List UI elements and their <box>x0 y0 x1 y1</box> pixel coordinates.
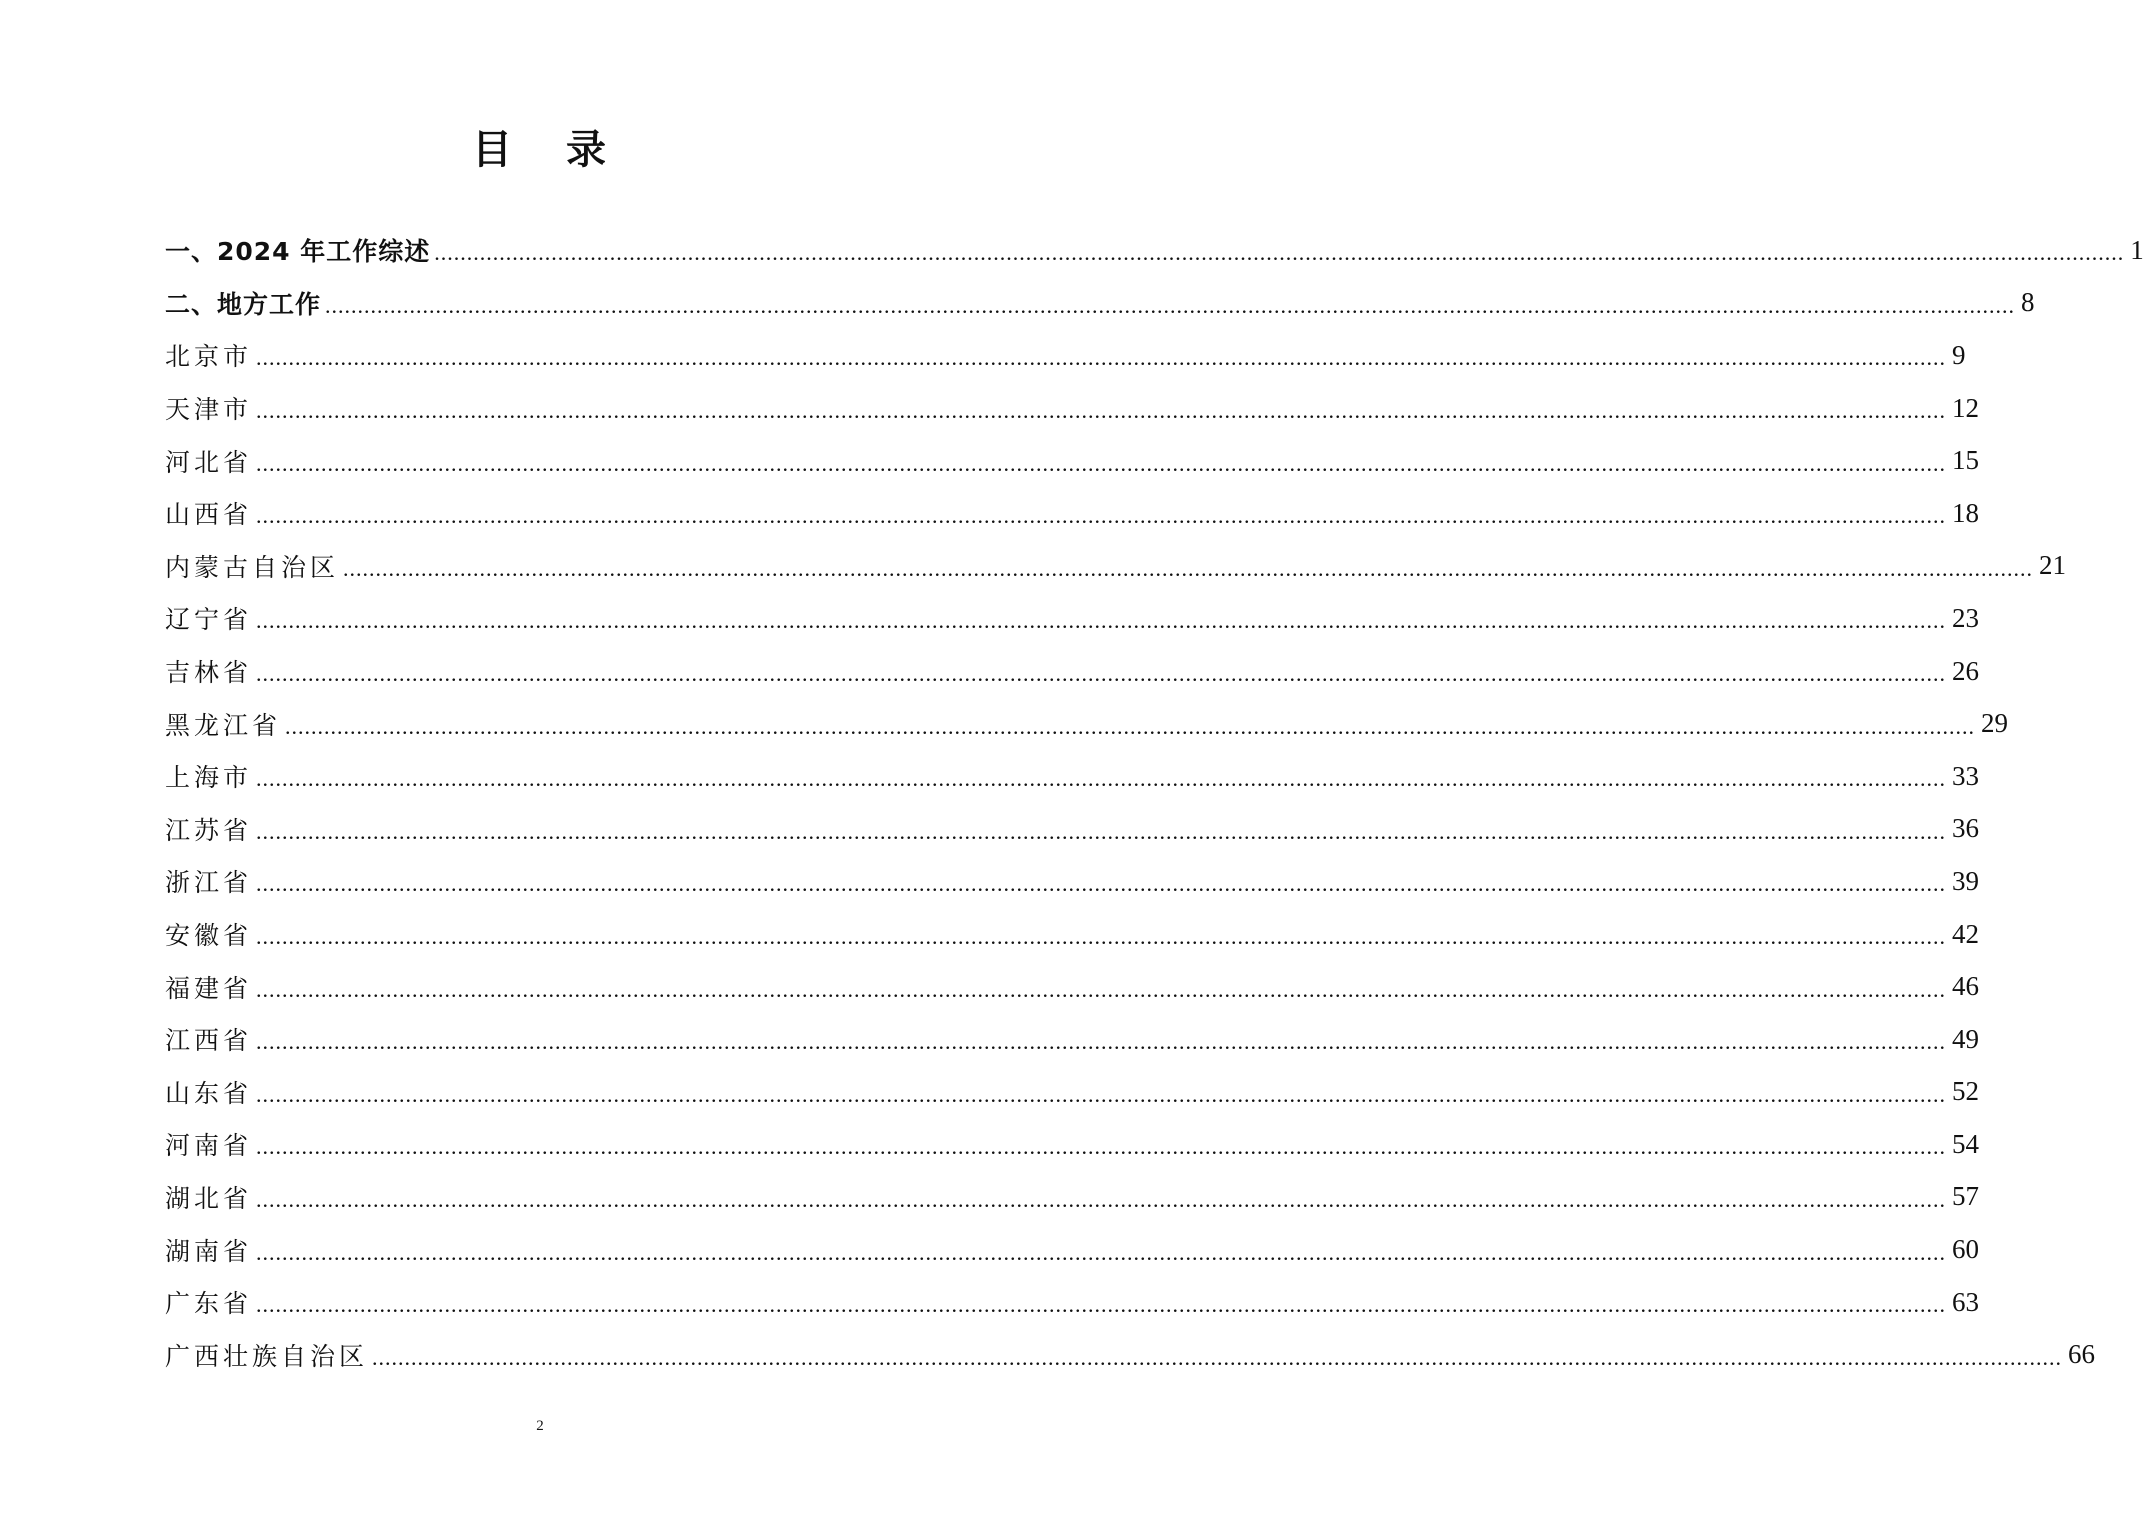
toc-dot-leader: .................................................................................................................................................................................................................................................................... <box>256 608 1947 634</box>
toc-entry[interactable] <box>165 224 2144 277</box>
toc-entry-page: 39 <box>1952 865 1980 896</box>
toc-entry-label: 一、2024 年工作综述 <box>165 237 431 267</box>
table-of-contents <box>165 224 2144 1381</box>
toc-entry[interactable] <box>165 750 1980 803</box>
toc-entry-label: 河南省 <box>165 1131 253 1161</box>
toc-dot-leader: .................................................................................................................................................................................................................................................................... <box>285 713 1976 739</box>
toc-entry[interactable] <box>165 645 1980 698</box>
toc-entry-page: 60 <box>1952 1234 1980 1265</box>
toc-entry[interactable] <box>165 382 1980 435</box>
toc-dot-leader: .................................................................................................................................................................................................................................................................... <box>256 1029 1947 1055</box>
toc-dot-leader: .................................................................................................................................................................................................................................................................... <box>256 1186 1947 1212</box>
toc-dot-leader: .................................................................................................................................................................................................................................................................... <box>256 976 1947 1002</box>
toc-entry-label: 山东省 <box>165 1078 253 1108</box>
toc-entry-page: 46 <box>1952 971 1980 1002</box>
toc-dot-leader: .................................................................................................................................................................................................................................................................... <box>256 924 1947 950</box>
page-title-part1: 目 <box>472 127 514 173</box>
toc-entry[interactable] <box>165 1066 1980 1119</box>
toc-dot-leader: .................................................................................................................................................................................................................................................................... <box>372 1344 2063 1370</box>
toc-entry[interactable] <box>165 1328 2096 1381</box>
toc-entry[interactable] <box>165 434 1980 487</box>
toc-dot-leader: .................................................................................................................................................................................................................................................................... <box>256 450 1947 476</box>
toc-entry[interactable] <box>165 487 1980 540</box>
toc-entry-page: 33 <box>1952 760 1980 791</box>
page-number: 2 <box>536 1418 544 1434</box>
toc-entry-label: 广东省 <box>165 1289 253 1319</box>
toc-entry-label: 江西省 <box>165 1026 253 1056</box>
toc-entry-page: 26 <box>1952 655 1980 686</box>
toc-entry[interactable] <box>165 540 2067 593</box>
toc-entry-label: 山西省 <box>165 500 253 530</box>
toc-entry[interactable] <box>165 592 1980 645</box>
toc-entry-label: 江苏省 <box>165 815 253 845</box>
toc-dot-leader: .................................................................................................................................................................................................................................................................... <box>256 503 1947 529</box>
toc-entry[interactable] <box>165 1013 1980 1066</box>
toc-entry-page: 57 <box>1952 1181 1980 1212</box>
toc-entry-label: 天津市 <box>165 395 253 425</box>
toc-entry[interactable] <box>165 1171 1980 1224</box>
toc-entry-label: 上海市 <box>165 763 253 793</box>
toc-dot-leader: .................................................................................................................................................................................................................................................................... <box>343 555 2034 581</box>
toc-dot-leader: .................................................................................................................................................................................................................................................................... <box>256 1081 1947 1107</box>
toc-entry-page: 8 <box>2021 287 2035 318</box>
toc-entry-label: 黑龙江省 <box>165 710 282 740</box>
toc-entry-label: 河北省 <box>165 447 253 477</box>
toc-dot-leader: .................................................................................................................................................................................................................................................................... <box>256 398 1947 424</box>
toc-entry-page: 42 <box>1952 918 1980 949</box>
toc-entry[interactable] <box>165 329 1966 382</box>
toc-entry-label: 辽宁省 <box>165 605 253 635</box>
toc-entry-label: 湖北省 <box>165 1183 253 1213</box>
toc-entry-label: 安徽省 <box>165 921 253 951</box>
toc-entry[interactable] <box>165 1223 1980 1276</box>
toc-entry-label: 内蒙古自治区 <box>165 552 340 582</box>
toc-dot-leader: .................................................................................................................................................................................................................................................................... <box>434 240 2125 266</box>
toc-entry-page: 29 <box>1981 708 2009 739</box>
toc-entry[interactable] <box>165 1276 1980 1329</box>
toc-entry-page: 52 <box>1952 1076 1980 1107</box>
toc-dot-leader: .................................................................................................................................................................................................................................................................... <box>256 1134 1947 1160</box>
toc-entry-label: 福建省 <box>165 973 253 1003</box>
toc-entry-label: 二、地方工作 <box>165 289 322 319</box>
toc-entry[interactable] <box>165 803 1980 856</box>
toc-entry-page: 66 <box>2068 1339 2096 1370</box>
toc-entry-page: 1 <box>2130 234 2144 265</box>
toc-entry-page: 54 <box>1952 1128 1980 1159</box>
toc-dot-leader: .................................................................................................................................................................................................................................................................... <box>325 292 2016 318</box>
toc-entry[interactable] <box>165 697 2009 750</box>
toc-entry-page: 49 <box>1952 1023 1980 1054</box>
toc-entry-page: 63 <box>1952 1286 1980 1317</box>
toc-dot-leader: .................................................................................................................................................................................................................................................................... <box>256 1239 1947 1265</box>
page-title-part2: 录 <box>566 127 608 173</box>
toc-entry[interactable] <box>165 960 1980 1013</box>
page-title <box>0 120 1080 180</box>
toc-entry-page: 36 <box>1952 813 1980 844</box>
toc-entry-label: 吉林省 <box>165 658 253 688</box>
toc-entry-page: 23 <box>1952 602 1980 633</box>
toc-entry[interactable] <box>165 277 2035 330</box>
toc-dot-leader: .................................................................................................................................................................................................................................................................... <box>256 818 1947 844</box>
toc-entry-page: 21 <box>2039 550 2067 581</box>
toc-dot-leader: .................................................................................................................................................................................................................................................................... <box>256 766 1947 792</box>
toc-dot-leader: .................................................................................................................................................................................................................................................................... <box>256 1292 1947 1318</box>
toc-entry[interactable] <box>165 908 1980 961</box>
toc-entry[interactable] <box>165 1118 1980 1171</box>
toc-entry-label: 北京市 <box>165 342 253 372</box>
toc-entry-page: 12 <box>1952 392 1980 423</box>
toc-dot-leader: .................................................................................................................................................................................................................................................................... <box>256 345 1947 371</box>
toc-entry-label: 广西壮族自治区 <box>165 1341 369 1371</box>
toc-dot-leader: .................................................................................................................................................................................................................................................................... <box>256 871 1947 897</box>
toc-entry-page: 15 <box>1952 445 1980 476</box>
toc-entry-label: 湖南省 <box>165 1236 253 1266</box>
toc-entry-label: 浙江省 <box>165 868 253 898</box>
toc-dot-leader: .................................................................................................................................................................................................................................................................... <box>256 661 1947 687</box>
toc-entry-page: 18 <box>1952 497 1980 528</box>
toc-entry-page: 9 <box>1952 339 1966 370</box>
toc-entry[interactable] <box>165 855 1980 908</box>
